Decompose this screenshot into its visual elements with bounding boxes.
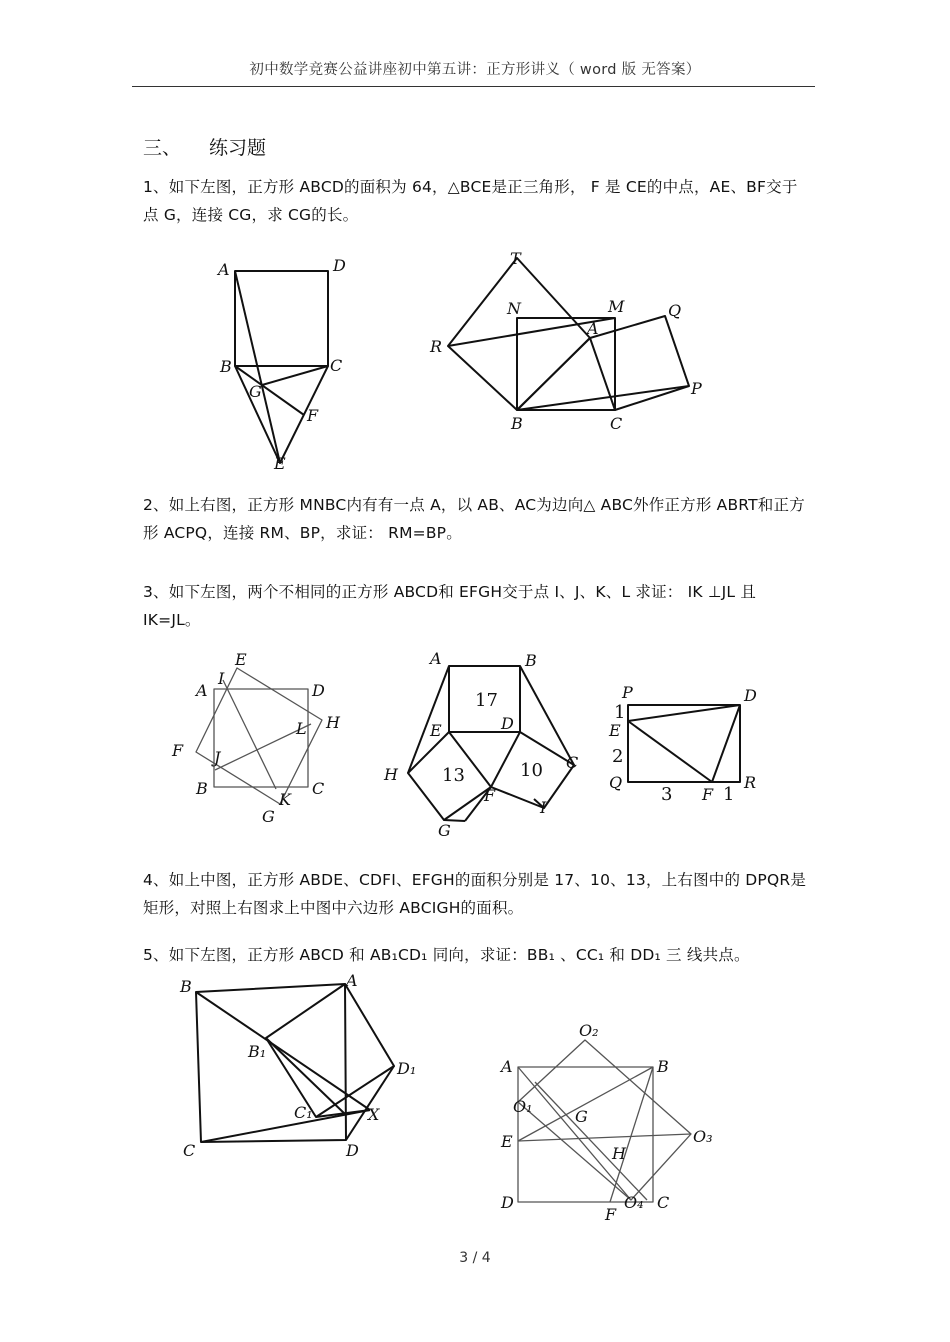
fig4-label-1: B bbox=[525, 651, 537, 670]
fig3-label-3: D bbox=[312, 681, 325, 700]
fig7-label-6: E bbox=[501, 1132, 513, 1151]
fig1-label-4: G bbox=[249, 382, 262, 401]
figure-5-rectangle bbox=[604, 682, 764, 807]
fig5-label-1: D bbox=[744, 686, 757, 705]
figure-3-crossed-squares bbox=[168, 652, 348, 827]
fig2-label-2: M bbox=[608, 297, 625, 316]
fig5-label-4: 2 bbox=[612, 746, 624, 767]
fig3-label-9: K bbox=[279, 790, 291, 809]
fig3-label-10: C bbox=[312, 779, 325, 798]
fig5-label-5: Q bbox=[609, 773, 623, 792]
problem-2: 2、如上右图，正方形 MNBC内有有一点 A，以 AB、AC为边向△ ABC外作正方形 ABRT和正方形 ACPQ，连接 RM、BP，求证： RM=BP。 bbox=[143, 496, 805, 542]
section-title: 三、 练习题 bbox=[143, 137, 267, 159]
fig3-label-11: G bbox=[262, 807, 275, 826]
fig7-label-3: O₁ bbox=[513, 1097, 533, 1116]
fig3-label-1: A bbox=[196, 681, 208, 700]
fig4-label-6: 10 bbox=[520, 760, 543, 781]
fig7-label-2: B bbox=[657, 1057, 669, 1076]
fig7-label-8: D bbox=[501, 1193, 514, 1212]
fig2-label-7: B bbox=[511, 414, 523, 433]
fig7-label-10: C bbox=[657, 1193, 670, 1212]
fig4-label-11: G bbox=[438, 821, 451, 840]
fig6-label-2: B₁ bbox=[248, 1042, 267, 1061]
fig7-label-0: O₂ bbox=[579, 1021, 599, 1040]
fig7-label-4: G bbox=[575, 1107, 588, 1126]
fig7-label-9: O₄ bbox=[624, 1193, 644, 1212]
problem-1: 1、如下左图，正方形 ABCD的面积为 64，△BCE是正三角形， F 是 CE的中点，AE、BF交于点 G，连接 CG，求 CG的长。 bbox=[143, 178, 798, 224]
figure-4-hexagon bbox=[380, 648, 590, 843]
figure-7-square-centers bbox=[495, 1022, 725, 1227]
fig4-label-8: F bbox=[484, 786, 496, 805]
fig6-label-7: D bbox=[346, 1141, 359, 1160]
fig6-label-1: A bbox=[346, 971, 358, 990]
fig2-label-5: R bbox=[430, 337, 443, 356]
page-number: 3 / 4 bbox=[459, 1250, 491, 1266]
fig4-label-2: 17 bbox=[475, 690, 498, 711]
fig7-label-5: O₃ bbox=[693, 1127, 713, 1146]
figure-1-square-triangle bbox=[212, 255, 352, 475]
fig3-label-4: H bbox=[326, 713, 340, 732]
fig2-label-6: P bbox=[691, 379, 702, 398]
fig3-label-0: E bbox=[235, 650, 247, 669]
fig6-label-5: X bbox=[368, 1105, 380, 1124]
fig5-label-0: P bbox=[622, 683, 633, 702]
fig6-label-0: B bbox=[180, 977, 192, 996]
page-header: 初中数学竞赛公益讲座初中第五讲：正方形讲义（ word 版 无答案） bbox=[249, 62, 701, 78]
header-rule bbox=[132, 86, 815, 87]
fig3-label-2: I bbox=[218, 669, 225, 688]
fig2-label-1: N bbox=[507, 299, 521, 318]
fig4-label-5: 13 bbox=[442, 765, 465, 786]
fig4-label-4: D bbox=[501, 714, 514, 733]
fig4-label-0: A bbox=[430, 649, 442, 668]
fig5-label-8: 1 bbox=[723, 784, 735, 805]
fig2-label-0: T bbox=[510, 249, 521, 268]
fig5-label-9: R bbox=[744, 773, 757, 792]
fig4-label-7: H bbox=[384, 765, 398, 784]
fig6-label-6: C bbox=[183, 1141, 196, 1160]
problem-5: 5、如下左图，正方形 ABCD 和 AB₁CD₁ 同向，求证：BB₁ 、CC₁ 和 DD₁ 三 线共点。 bbox=[143, 946, 750, 964]
fig5-label-7: F bbox=[702, 785, 714, 804]
fig2-label-8: C bbox=[610, 414, 623, 433]
fig3-label-6: F bbox=[172, 741, 184, 760]
fig4-label-10: I bbox=[540, 798, 547, 817]
fig4-label-9: C bbox=[566, 753, 579, 772]
fig2-label-4: A bbox=[587, 319, 599, 338]
fig5-label-3: E bbox=[609, 721, 621, 740]
fig1-label-0: A bbox=[218, 260, 230, 279]
fig4-label-3: E bbox=[430, 721, 442, 740]
fig6-label-4: C₁ bbox=[294, 1103, 313, 1122]
figure-6-rotated-squares bbox=[176, 970, 426, 1165]
fig7-label-7: H bbox=[612, 1144, 626, 1163]
fig7-label-1: A bbox=[501, 1057, 513, 1076]
fig1-label-6: E bbox=[274, 454, 286, 473]
fig6-label-3: D₁ bbox=[397, 1059, 417, 1078]
fig1-label-2: B bbox=[220, 357, 232, 376]
fig3-label-5: L bbox=[296, 719, 307, 738]
fig5-label-2: 1 bbox=[614, 702, 626, 723]
fig1-label-3: C bbox=[330, 356, 343, 375]
figure-2-squares bbox=[425, 248, 715, 433]
fig3-label-8: B bbox=[196, 779, 208, 798]
fig3-label-7: J bbox=[214, 748, 221, 767]
fig5-label-6: 3 bbox=[661, 784, 673, 805]
fig2-label-3: Q bbox=[668, 301, 682, 320]
problem-4: 4、如上中图，正方形 ABDE、CDFI、EFGH的面积分别是 17、10、13，上右图中的 DPQR是矩形，对照上右图求上中图中六边形 ABCIGH的面积。 bbox=[143, 871, 807, 917]
problem-3: 3、如下左图，两个不相同的正方形 ABCD和 EFGH交于点 I、J、K、L 求证： IK ⊥JL 且 IK=JL。 bbox=[143, 583, 757, 629]
fig1-label-5: F bbox=[307, 406, 319, 425]
fig1-label-1: D bbox=[333, 256, 346, 275]
fig7-label-11: F bbox=[605, 1205, 617, 1224]
